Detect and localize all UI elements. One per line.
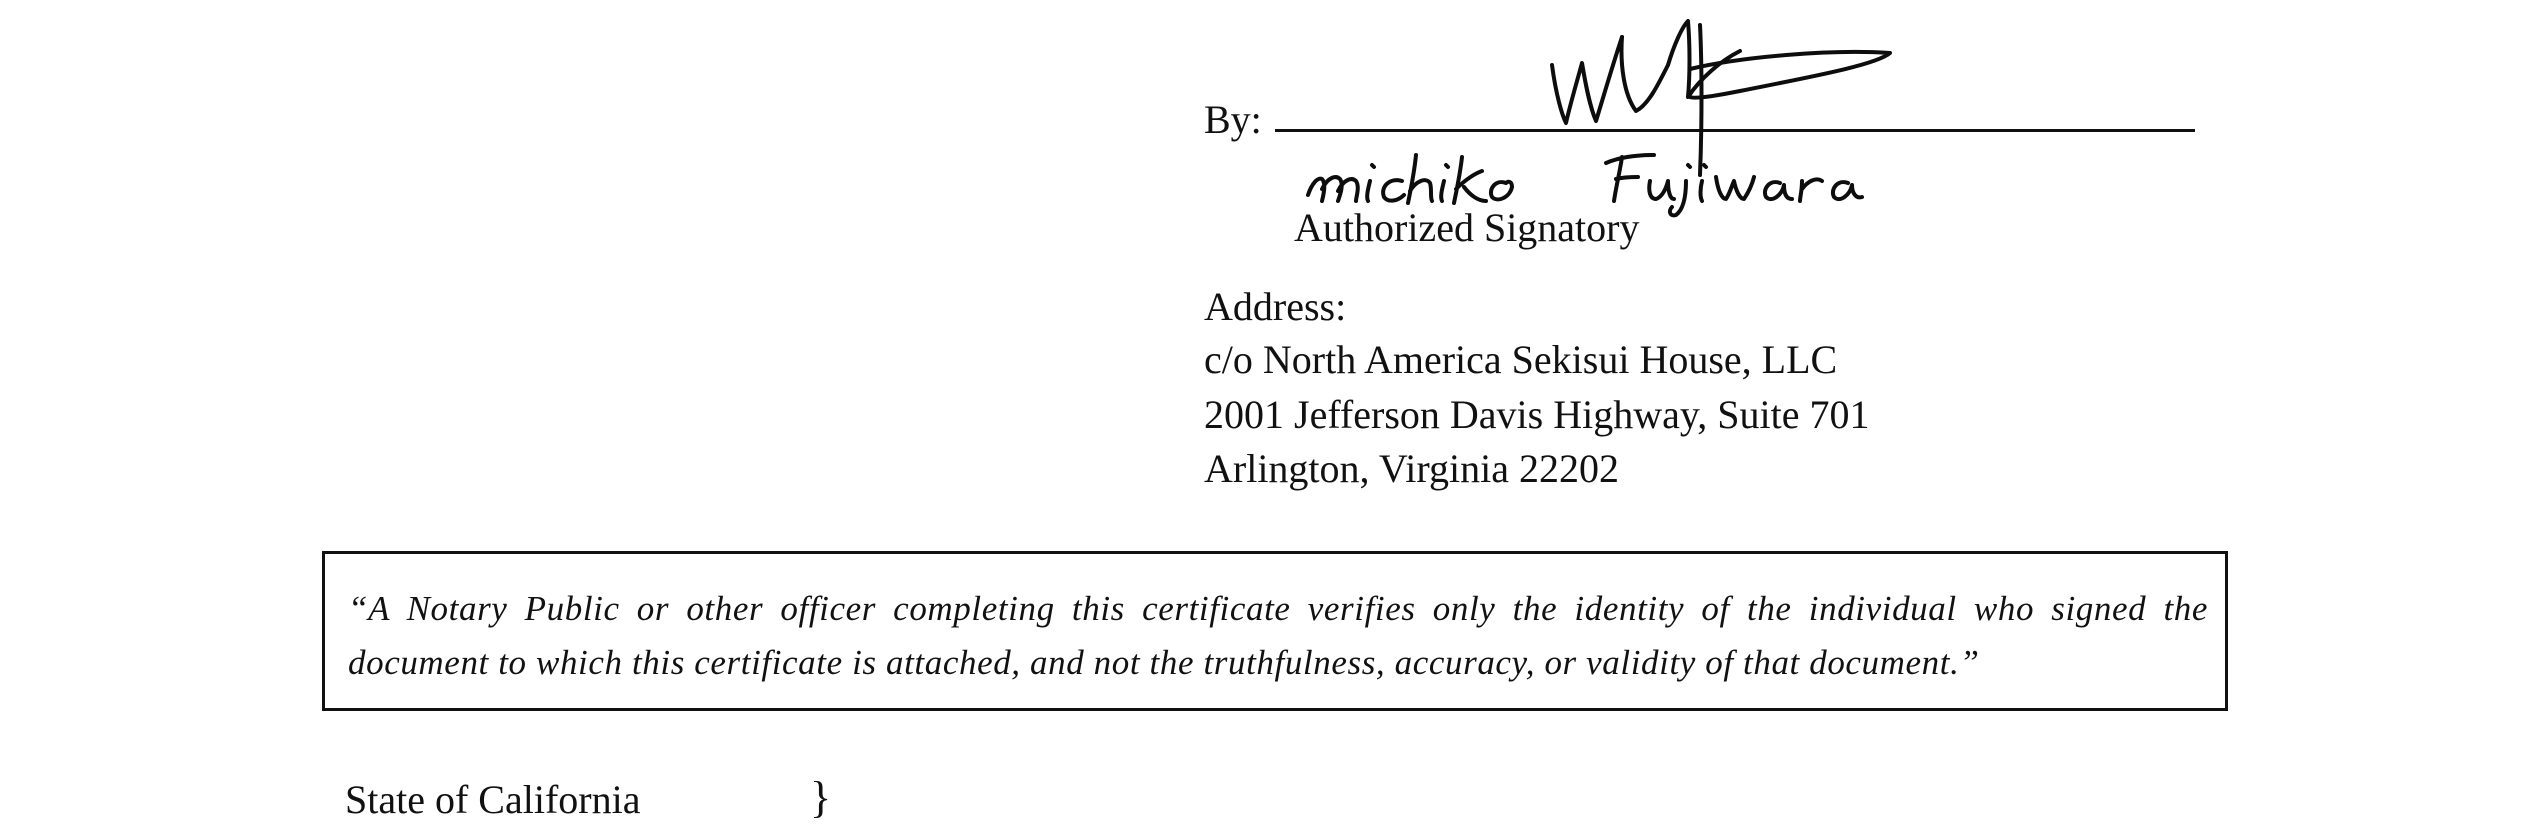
signer-title: Authorized Signatory [1294,205,1640,250]
handwritten-signature [1270,5,2190,220]
notary-notice-text: “A Notary Public or other officer completing this certificate verifies only the identity of the individual who signed the document to which this certificate is attached, and not the truthfulness, accuracy, or validity of that document.” [348,589,2208,682]
address-label: Address: [1204,284,1347,329]
address-line-1: c/o North America Sekisui House, LLC [1204,337,1838,382]
state-label: State of California [345,777,641,822]
notary-notice-box [322,551,2228,711]
venue-brace: } [810,773,832,822]
address-line-3: Arlington, Virginia 22202 [1204,446,1619,491]
by-label: By: [1204,97,1262,142]
address-line-2: 2001 Jefferson Davis Highway, Suite 701 [1204,392,1870,437]
